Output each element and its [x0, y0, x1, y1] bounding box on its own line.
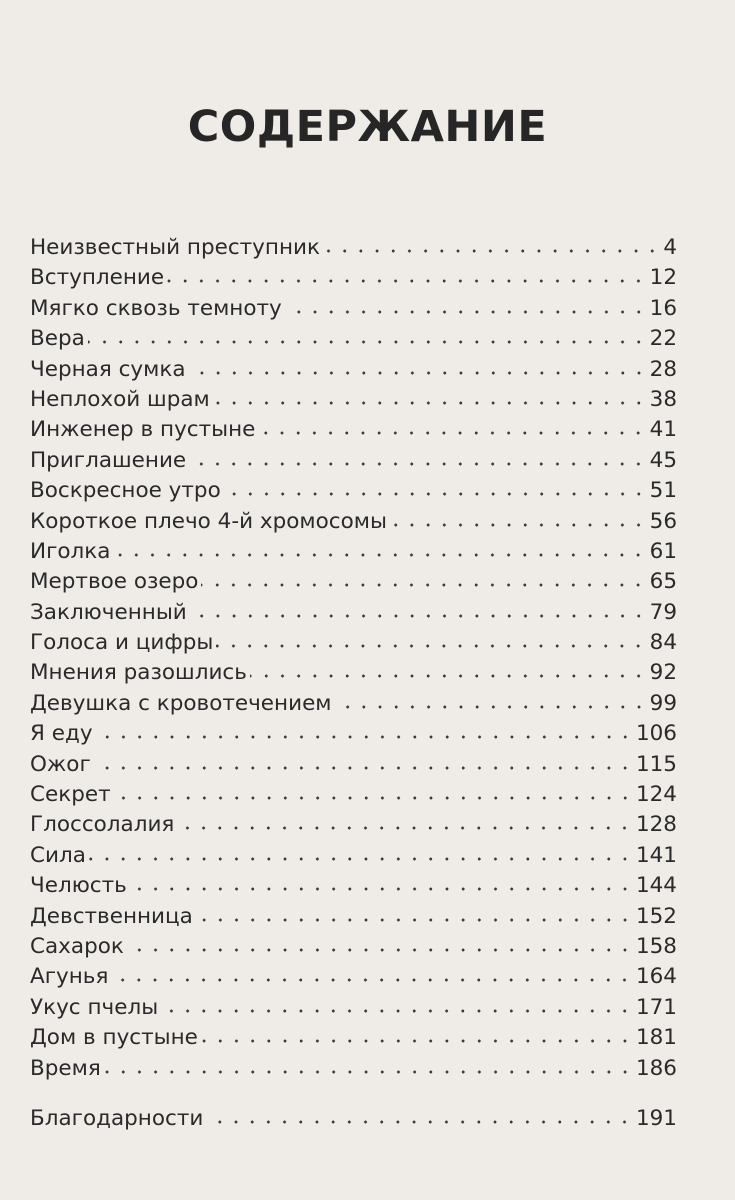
toc-entry-title: Секрет	[30, 782, 111, 808]
toc-entry-page: 99	[649, 690, 677, 716]
toc-entry	[30, 233, 677, 263]
toc-entry-title: Я еду	[30, 721, 93, 747]
toc-entry	[30, 841, 677, 871]
toc-entry	[30, 658, 677, 688]
toc-entry	[30, 355, 677, 385]
toc-entry	[30, 446, 677, 476]
toc-entry-title: Черная сумка	[30, 356, 186, 382]
toc-entry-title: Благодарности	[30, 1106, 204, 1131]
dot-leader	[196, 918, 633, 922]
dot-leader	[258, 431, 646, 435]
dot-leader	[113, 553, 646, 557]
toc-entry	[30, 567, 677, 597]
toc-entry-page: 28	[649, 356, 677, 382]
page-title: СОДЕРЖАНИЕ	[187, 102, 548, 152]
toc-entry-page: 141	[635, 842, 677, 868]
dot-leader	[323, 249, 660, 253]
toc-entry-page: 124	[635, 782, 677, 808]
dot-leader	[216, 644, 646, 648]
toc-entry	[30, 902, 677, 932]
toc-entry	[30, 689, 677, 719]
toc-entry	[30, 294, 677, 324]
toc-entry-page: 16	[649, 295, 677, 321]
dot-leader	[285, 310, 647, 314]
dot-leader	[114, 796, 633, 800]
dot-leader	[167, 279, 647, 283]
dot-leader	[88, 340, 647, 344]
toc-entry-title: Глоссолалия	[30, 812, 175, 838]
toc-entry-title: Короткое плечо 4-й хромосомы	[30, 508, 387, 534]
toc-entry-page: 92	[649, 660, 677, 686]
dot-leader	[130, 887, 633, 891]
toc-entry-page: 171	[635, 994, 677, 1020]
toc-entry-page: 45	[649, 447, 677, 473]
toc-entry-page: 61	[649, 538, 677, 564]
toc-entry-page: 128	[635, 812, 677, 838]
toc-entry-title: Время	[30, 1055, 101, 1081]
toc-entry-page: 84	[649, 630, 677, 656]
toc-entry-page: 65	[649, 569, 677, 595]
table-of-contents	[30, 233, 677, 1084]
toc-entry-title: Агунья	[30, 964, 109, 990]
toc-entry	[30, 537, 677, 567]
toc-entry	[30, 993, 677, 1023]
toc-entry-title: Воскресное утро	[30, 478, 221, 504]
toc-entry-page: 152	[635, 903, 677, 929]
toc-entry-title: Мнения разошлись	[30, 660, 247, 686]
dot-leader	[206, 1120, 633, 1124]
dot-leader	[189, 371, 647, 375]
toc-entry	[30, 628, 677, 658]
toc-entry	[30, 932, 677, 962]
dot-leader	[161, 1009, 633, 1013]
dot-leader	[89, 857, 633, 861]
toc-entry-page: 56	[649, 508, 677, 534]
toc-entry	[30, 324, 677, 354]
toc-entry-title: Девушка с кровотечением	[30, 690, 332, 716]
toc-entry	[30, 263, 677, 293]
toc-entry-page: 22	[649, 326, 677, 352]
toc-entry-title: Девственница	[30, 903, 193, 929]
toc-entry-title: Заключенный	[30, 599, 187, 625]
toc-entry-title: Челюсть	[30, 873, 127, 899]
toc-entry-page: 115	[635, 751, 677, 777]
toc-entry-page: 38	[649, 386, 677, 412]
dot-leader	[335, 705, 647, 709]
toc-entry-title: Приглашение	[30, 447, 187, 473]
toc-entry-page: 79	[649, 599, 677, 625]
toc-entry-page: 106	[635, 721, 677, 747]
toc-entry-page: 164	[635, 964, 677, 990]
toc-entry-title: Мягко сквозь темноту	[30, 295, 282, 321]
dot-leader	[213, 401, 647, 405]
toc-entry-title: Инженер в пустыне	[30, 417, 256, 443]
toc-entry-page: 158	[635, 933, 677, 959]
toc-entry-title: Укус пчелы	[30, 994, 159, 1020]
dot-leader	[201, 1039, 633, 1043]
toc-entry	[30, 598, 677, 628]
dot-leader	[190, 614, 647, 618]
toc-entry	[30, 810, 677, 840]
toc-entry-title: Вступление	[30, 265, 165, 291]
toc-entry	[30, 719, 677, 749]
toc-entry-acknowledgements	[30, 1104, 677, 1134]
toc-entry-title: Дом в пустыне	[30, 1025, 198, 1051]
toc-entry-title: Неизвестный преступник	[30, 235, 320, 260]
toc-entry-title: Неплохой шрам	[30, 386, 210, 412]
dot-leader	[250, 674, 647, 678]
toc-entry-title: Ожог	[30, 751, 91, 777]
toc-entry	[30, 1054, 677, 1084]
toc-entry-page: 191	[635, 1106, 677, 1131]
toc-entry	[30, 780, 677, 810]
toc-entry-title: Вера	[30, 326, 85, 352]
toc-entry-title: Иголка	[30, 538, 111, 564]
dot-leader	[201, 583, 646, 587]
toc-entry-page: 186	[635, 1055, 677, 1081]
toc-entry	[30, 871, 677, 901]
toc-entry-page: 4	[663, 235, 677, 260]
dot-leader	[96, 735, 633, 739]
toc-entry	[30, 1023, 677, 1053]
dot-leader	[224, 492, 647, 496]
dot-leader	[189, 462, 646, 466]
toc-entry-title: Сахарок	[30, 933, 124, 959]
toc-entry-title: Мертвое озеро	[30, 569, 199, 595]
dot-leader	[127, 948, 633, 952]
toc-entry-page: 41	[649, 417, 677, 443]
dot-leader	[94, 766, 633, 770]
toc-entry-page: 144	[635, 873, 677, 899]
toc-entry	[30, 385, 677, 415]
toc-entry-title: Голоса и цифры	[30, 630, 214, 656]
dot-leader	[111, 978, 633, 982]
dot-leader	[104, 1070, 633, 1074]
toc-entry	[30, 415, 677, 445]
toc-entry-title: Сила	[30, 842, 86, 868]
toc-entry-page: 51	[649, 478, 677, 504]
toc-entry	[30, 962, 677, 992]
toc-entry	[30, 476, 677, 506]
acknowledgements-section	[30, 1104, 677, 1134]
toc-entry	[30, 750, 677, 780]
toc-entry-page: 181	[635, 1025, 677, 1051]
toc-entry-page: 12	[649, 265, 677, 291]
dot-leader	[177, 826, 633, 830]
dot-leader	[390, 523, 647, 527]
toc-entry	[30, 507, 677, 537]
